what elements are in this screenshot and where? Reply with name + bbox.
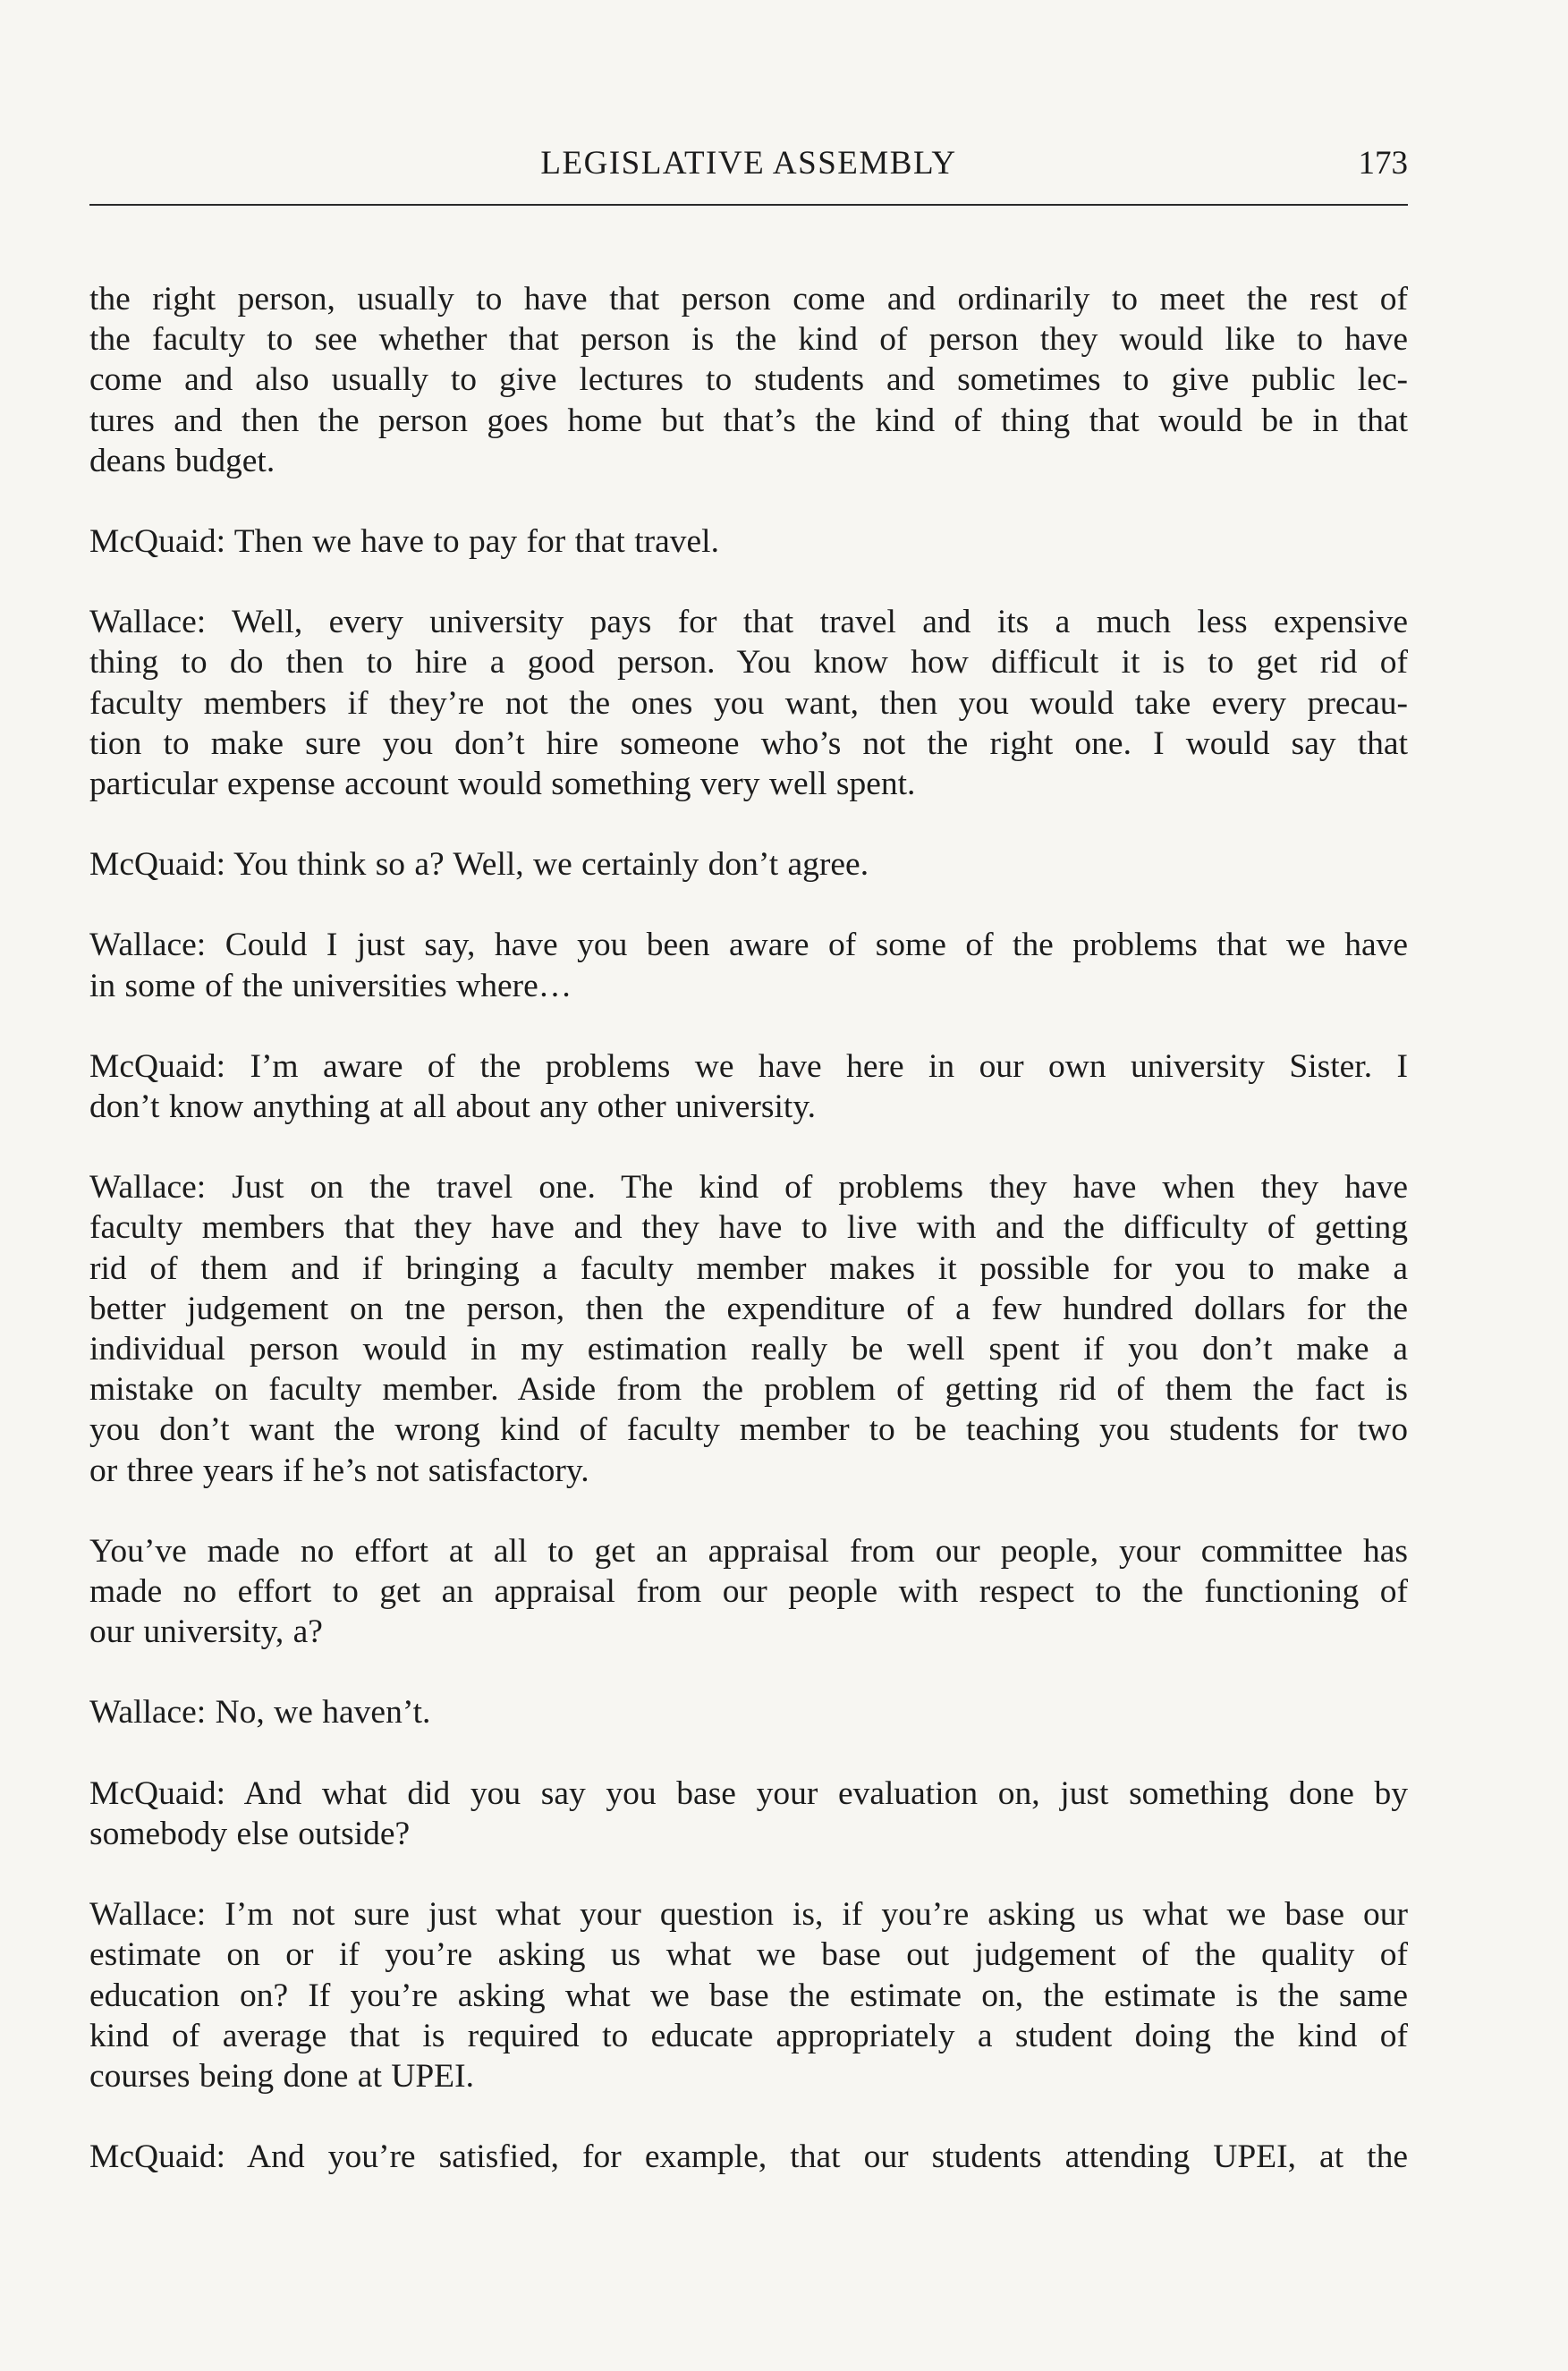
text-line: better judgement on tne person, then the expenditure of a few hundred dollars for the [89, 1290, 1408, 1327]
transcript-paragraph [89, 1774, 1408, 1854]
header-rule [89, 204, 1408, 206]
text-line: somebody else outside? [89, 1815, 411, 1852]
transcript-body [89, 279, 1408, 2217]
text-line: particular expense account would something very well spent. [89, 766, 916, 803]
text-line: Wallace: Could I just say, have you been aware of some of the problems that we have [89, 927, 1408, 964]
text-line: Wallace: Well, every university pays for that travel and its a much less expensive [89, 604, 1408, 641]
text-line: Wallace: I’m not sure just what your question is, if you’re asking us what we base our [89, 1896, 1408, 1934]
transcript-paragraph [89, 925, 1408, 1005]
text-line: McQuaid: And what did you say you base your evaluation on, just something done by [89, 1774, 1408, 1812]
text-line: McQuaid: And you’re satisfied, for example, that our students attending UPEI, at the [89, 2138, 1408, 2176]
text-line: courses being done at UPEI. [89, 2057, 474, 2095]
transcript-paragraph [89, 1894, 1408, 2096]
running-head [89, 141, 1408, 186]
text-line: McQuaid: Then we have to pay for that travel. [89, 523, 719, 561]
text-line: our university, a? [89, 1613, 323, 1651]
page-number: 173 [1358, 145, 1408, 182]
text-line: tion to make sure you don’t hire someone who’s not the right one. I would say that [89, 724, 1408, 762]
transcript-paragraph [89, 602, 1408, 804]
transcript-paragraph [89, 1692, 1408, 1732]
text-line: McQuaid: I’m aware of the problems we have here in our own university Sister. I [89, 1047, 1408, 1085]
text-line: individual person would in my estimation really be well spent if you don’t make a [89, 1331, 1408, 1368]
text-line: the right person, usually to have that person come and ordinarily to meet the rest of [89, 281, 1408, 318]
text-line: Wallace: No, we haven’t. [89, 1694, 431, 1732]
transcript-paragraph [89, 1167, 1408, 1491]
text-line: the faculty to see whether that person is the kind of person they would like to have [89, 321, 1408, 359]
transcript-paragraph [89, 279, 1408, 481]
text-line: or three years if he’s not satisfactory. [89, 1452, 589, 1489]
transcript-paragraph [89, 844, 1408, 885]
text-line: thing to do then to hire a good person. You know how difficult it is to get rid of [89, 644, 1408, 682]
text-line: education on? If you’re asking what we base the estimate on, the estimate is the same [89, 1977, 1408, 2014]
transcript-paragraph [89, 1531, 1408, 1653]
text-line: mistake on faculty member. Aside from the problem of getting rid of them the fact is [89, 1371, 1408, 1409]
text-line: Wallace: Just on the travel one. The kind of problems they have when they have [89, 1169, 1408, 1207]
text-line: faculty members if they’re not the ones you want, then you would take every precau- [89, 684, 1408, 722]
text-line: faculty members that they have and they have to live with and the difficulty of getting [89, 1209, 1408, 1247]
text-line: McQuaid: You think so a? Well, we certainly don’t agree. [89, 846, 869, 884]
text-line: deans budget. [89, 442, 275, 479]
text-line: you don’t want the wrong kind of faculty member to be teaching you students for two [89, 1411, 1408, 1449]
transcript-paragraph [89, 2137, 1408, 2177]
text-line: rid of them and if bringing a faculty member makes it possible for you to make a [89, 1249, 1408, 1287]
text-line: don’t know anything at all about any other university. [89, 1088, 817, 1126]
text-line: estimate on or if you’re asking us what we base out judgement of the quality of [89, 1936, 1408, 1974]
text-line: tures and then the person goes home but that’s the kind of thing that would be in that [89, 402, 1408, 439]
text-line: in some of the universities where… [89, 967, 572, 1004]
text-line: You’ve made no effort at all to get an appraisal from our people, your committee has [89, 1532, 1408, 1570]
transcript-paragraph [89, 521, 1408, 562]
text-line: kind of average that is required to educate appropriately a student doing the kind of [89, 2017, 1408, 2054]
text-line: made no effort to get an appraisal from our people with respect to the functioning of [89, 1573, 1408, 1611]
header-title: LEGISLATIVE ASSEMBLY [540, 145, 957, 182]
transcript-paragraph [89, 1046, 1408, 1127]
text-line: come and also usually to give lectures to students and sometimes to give public lec- [89, 361, 1408, 399]
